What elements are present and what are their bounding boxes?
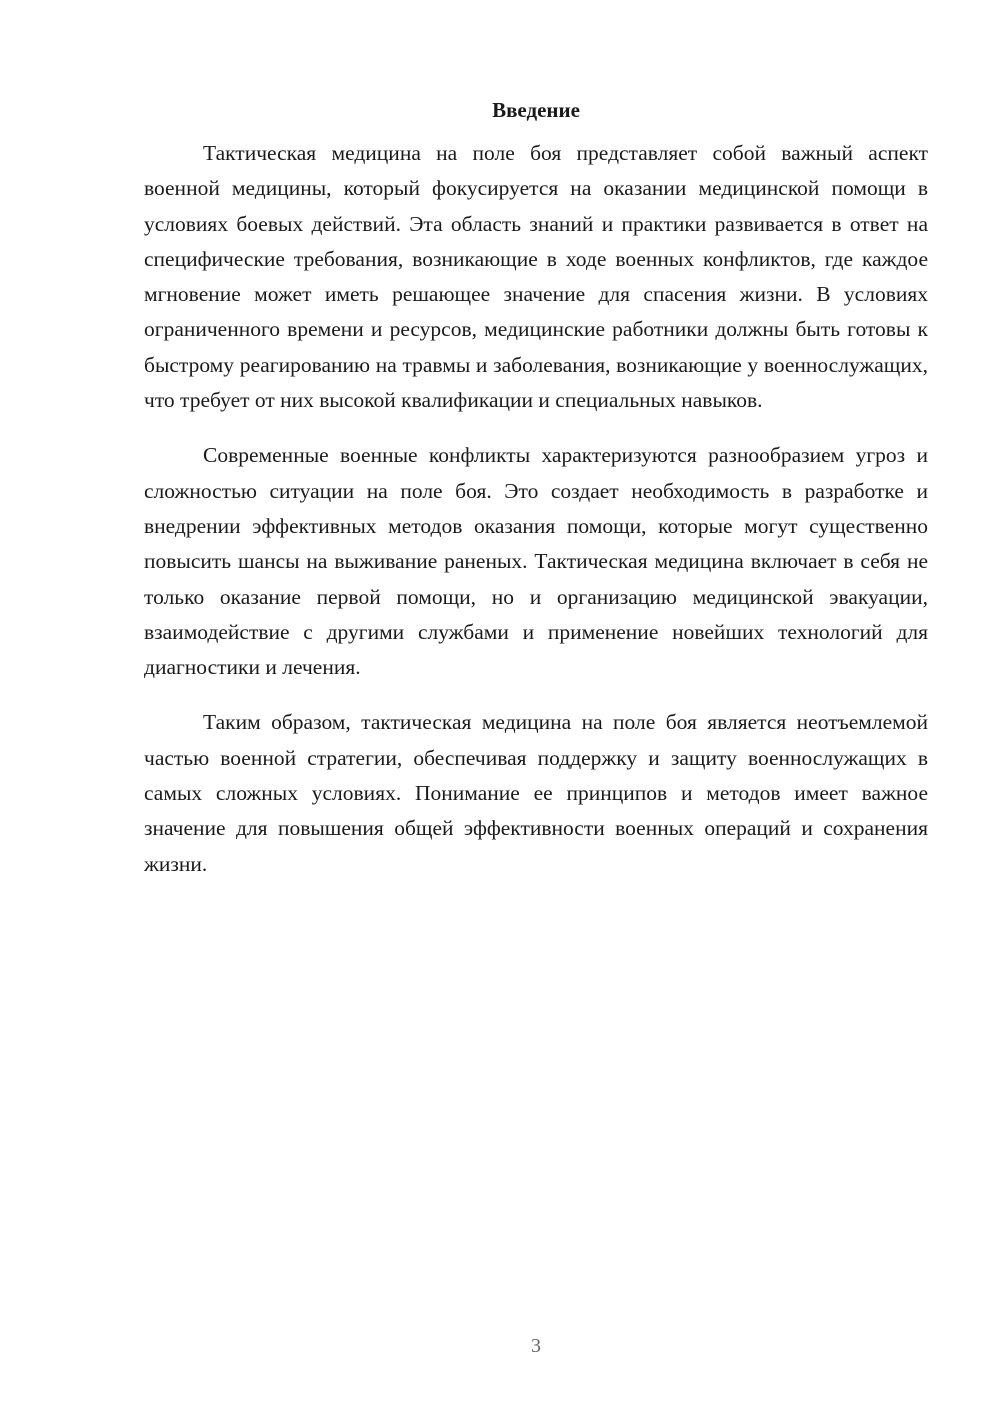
paragraph-2: Современные военные конфликты характеризуются разнообразием угроз и сложностью ситуации на поле боя. Это создает необходимость в разработке и внедрении эффективных методов оказания помощи, которые могут существенно повысить шансы на выживание раненых. Тактическая медицина включает в себя не только оказание первой помощи, но и организацию медицинской эвакуации, взаимодействие с другими службами и применение новейших технологий для диагностики и лечения. bbox=[144, 443, 928, 680]
paragraph-1: Тактическая медицина на поле боя представляет собой важный аспект военной медицины, который фокусируется на оказании медицинской помощи в условиях боевых действий. Эта область знаний и практики развивается в ответ на специфические требования, возникающие в ходе военных конфликтов, где каждое мгновение может иметь решающее значение для спасения жизни. В условиях ограниченного времени и ресурсов, медицинские работники должны быть готовы к быстрому реагированию на травмы и заболевания, возникающие у военнослужащих, что требует от них высокой квалификации и специальных навыков. bbox=[144, 141, 928, 413]
page-number: 3 bbox=[531, 1335, 541, 1357]
section-heading: Введение bbox=[492, 98, 580, 122]
paragraph-3: Таким образом, тактическая медицина на поле боя является неотъемлемой частью военной стратегии, обеспечивая поддержку и защиту военнослужащих в самых сложных условиях. Понимание ее принципов и методов имеет важное значение для повышения общей эффективности военных операций и сохранения жизни. bbox=[144, 710, 928, 876]
page-content bbox=[144, 94, 928, 902]
